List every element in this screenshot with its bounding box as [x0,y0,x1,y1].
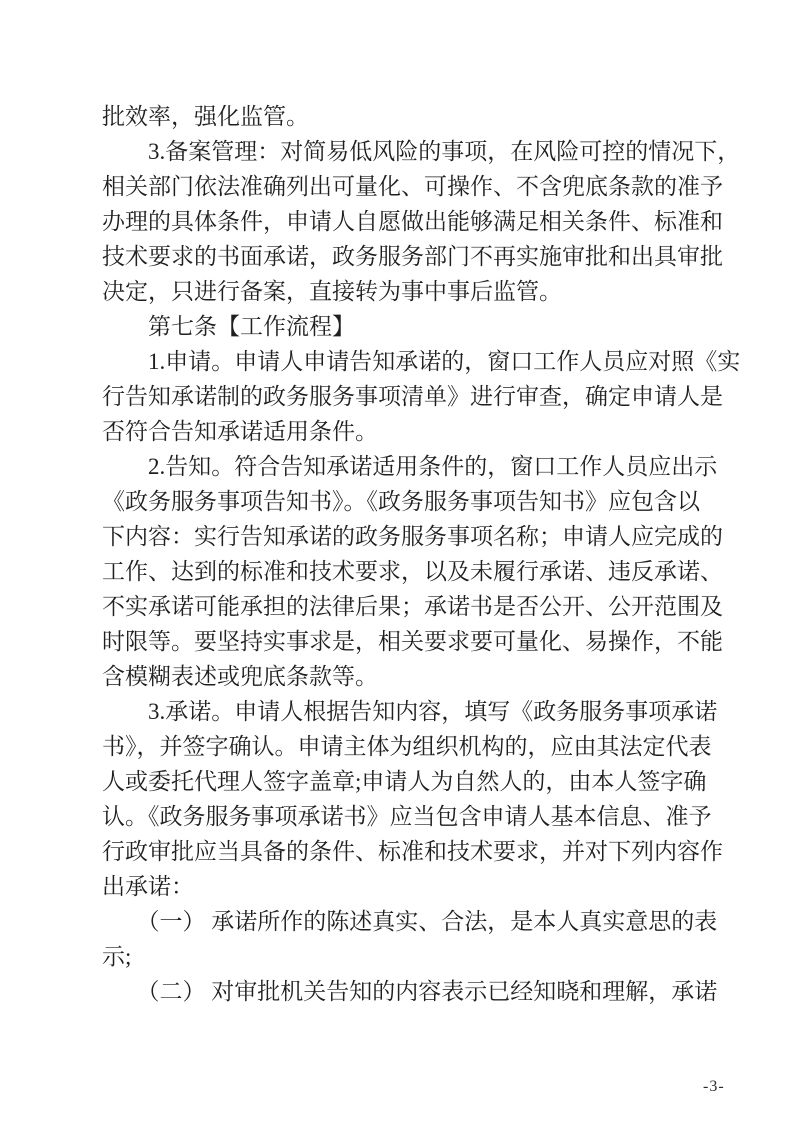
text-line: 认。《政务服务事项承诺书》应当包含申请人基本信息、准予 [102,804,712,829]
text-line: 2.告知。符合告知承诺适用条件的，窗口工作人员应出示 [102,454,718,479]
text-line: 工作、达到的标准和技术要求，以及未履行承诺、违反承诺、 [102,559,723,584]
text-line: 行告知承诺制的政务服务事项清单》进行审查，确定申请人是 [102,384,723,409]
page-number: -3- [703,1078,725,1095]
text-line: 第七条【工作流程】 [102,314,355,339]
text-line: 3.备案管理：对简易低风险的事项，在风险可控的情况下， [102,139,741,164]
text-line: 含模糊表述或兜底条款等。 [102,664,378,689]
text-line: 下内容：实行告知承诺的政务服务事项名称；申请人应完成的 [102,524,723,549]
text-line: 相关部门依法准确列出可量化、可操作、不含兜底条款的准予 [102,174,723,199]
text-line: 行政审批应当具备的条件、标准和技术要求，并对下列内容作 [102,839,723,864]
text-line: 人或委托代理人签字盖章;申请人为自然人的，由本人签字确 [102,769,707,794]
text-line: 决定，只进行备案，直接转为事中事后监管。 [102,279,562,304]
text-line: 出承诺： [102,874,194,899]
text-line: （一） 承诺所作的陈述真实、合法，是本人真实意思的表 [102,909,718,934]
text-line: 书》，并签字确认。申请主体为组织机构的，应由其法定代表 [102,734,712,759]
document-body [102,99,741,1009]
text-line: 《政务服务事项告知书》。《政务服务事项告知书》应包含以 [102,489,700,514]
text-line: 办理的具体条件，申请人自愿做出能够满足相关条件、标准和 [102,209,723,234]
text-line: 时限等。要坚持实事求是，相关要求要可量化、易操作，不能 [102,629,723,654]
text-line: 技术要求的书面承诺，政务服务部门不再实施审批和出具审批 [102,244,723,269]
text-line: 1.申请。申请人申请告知承诺的，窗口工作人员应对照《实 [102,349,741,374]
text-line: 示; [102,944,132,969]
text-line: （二） 对审批机关告知的内容表示已经知晓和理解，承诺 [102,979,718,1004]
text-line: 批效率，强化监管。 [102,104,309,129]
text-line: 不实承诺可能承担的法律后果；承诺书是否公开、公开范围及 [102,594,723,619]
text-line: 3.承诺。申请人根据告知内容，填写《政务服务事项承诺 [102,699,718,724]
text-line: 否符合告知承诺适用条件。 [102,419,378,444]
